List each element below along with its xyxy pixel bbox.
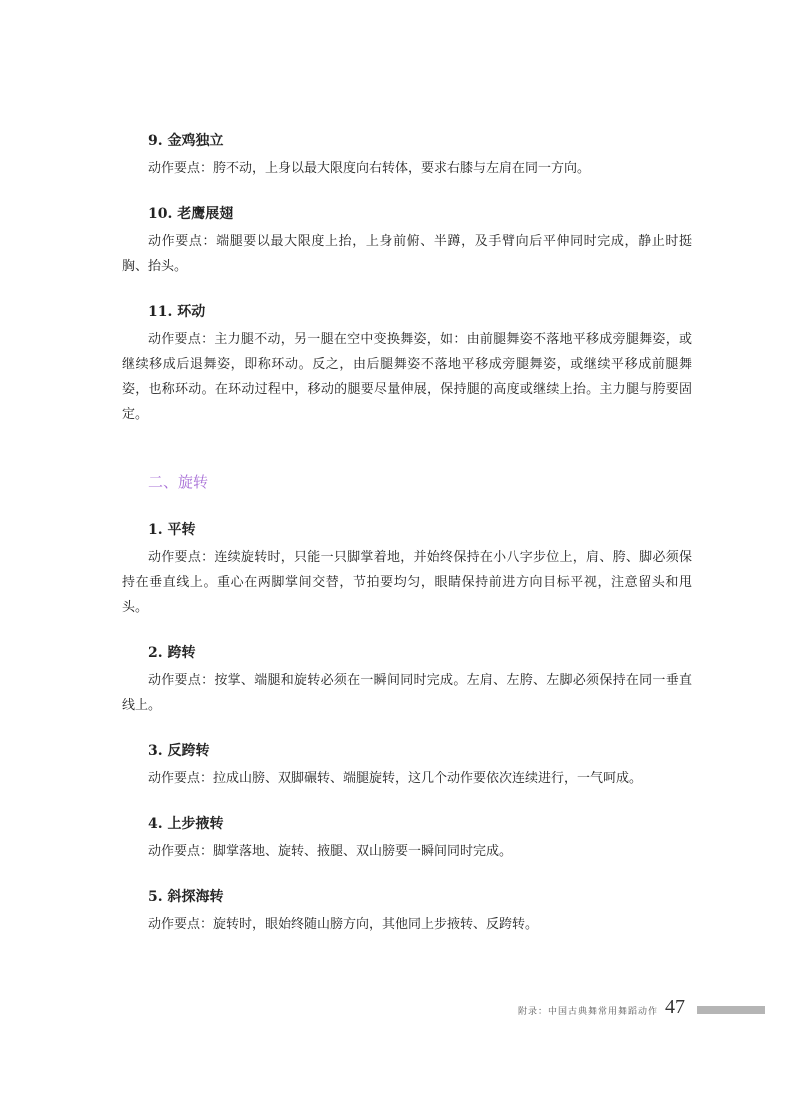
item-text: 动作要点：拉成山膀、双脚碾转、端腿旋转，这几个动作要依次连续进行，一气呵成。 <box>148 771 643 786</box>
item-title: 11. 环动 <box>148 304 206 320</box>
item-text: 动作要点：主力腿不动，另一腿在空中变换舞姿，如：由前腿舞姿不落地平移成旁腿舞姿，或继续移成后退舞姿，即称环动。反之，由后腿舞姿不落地平移成旁腿舞姿，或继续平移成前腿舞姿，也称环动。在环动过程中，移动的腿要尽量伸展，保持腿的高度或继续上抬。主力腿与胯要固定。 <box>122 332 692 422</box>
footer-bar-decoration <box>697 1006 765 1014</box>
list-item <box>122 203 692 279</box>
list-item <box>122 519 692 620</box>
page-footer <box>0 996 800 1024</box>
list-item <box>122 130 692 181</box>
item-text: 动作要点：按掌、端腿和旋转必须在一瞬间同时完成。左肩、左胯、左脚必须保持在同一垂直线上。 <box>122 673 692 713</box>
item-title: 4. 上步掖转 <box>148 816 224 832</box>
page-number: 47 <box>665 996 685 1018</box>
list-item <box>122 886 692 937</box>
item-title: 10. 老鹰展翅 <box>148 206 234 222</box>
item-text: 动作要点：脚掌落地、旋转、掖腿、双山膀要一瞬间同时完成。 <box>148 844 513 859</box>
item-text: 动作要点：旋转时，眼始终随山膀方向，其他同上步掖转、反跨转。 <box>148 917 539 932</box>
list-item <box>122 813 692 864</box>
list-item <box>122 642 692 718</box>
item-text: 动作要点：端腿要以最大限度上抬，上身前俯、半蹲，及手臂向后平伸同时完成，静止时挺胸、抬头。 <box>122 234 692 274</box>
item-text: 动作要点：连续旋转时，只能一只脚掌着地，并始终保持在小八字步位上，肩、胯、脚必须保持在垂直线上。重心在两脚掌间交替，节拍要均匀，眼睛保持前进方向目标平视，注意留头和甩头。 <box>122 550 692 615</box>
running-footer-text: 附录：中国古典舞常用舞蹈动作 <box>517 1007 658 1017</box>
item-title: 1. 平转 <box>148 522 196 538</box>
item-title: 3. 反跨转 <box>148 743 210 759</box>
item-title: 5. 斜探海转 <box>148 889 224 905</box>
section-heading: 二、旋转 <box>148 473 209 491</box>
item-title: 9. 金鸡独立 <box>148 133 224 149</box>
list-item <box>122 740 692 791</box>
item-title: 2. 跨转 <box>148 645 196 661</box>
page-content <box>122 130 692 959</box>
list-item <box>122 301 692 427</box>
item-text: 动作要点：胯不动，上身以最大限度向右转体，要求右膝与左肩在同一方向。 <box>148 161 591 176</box>
